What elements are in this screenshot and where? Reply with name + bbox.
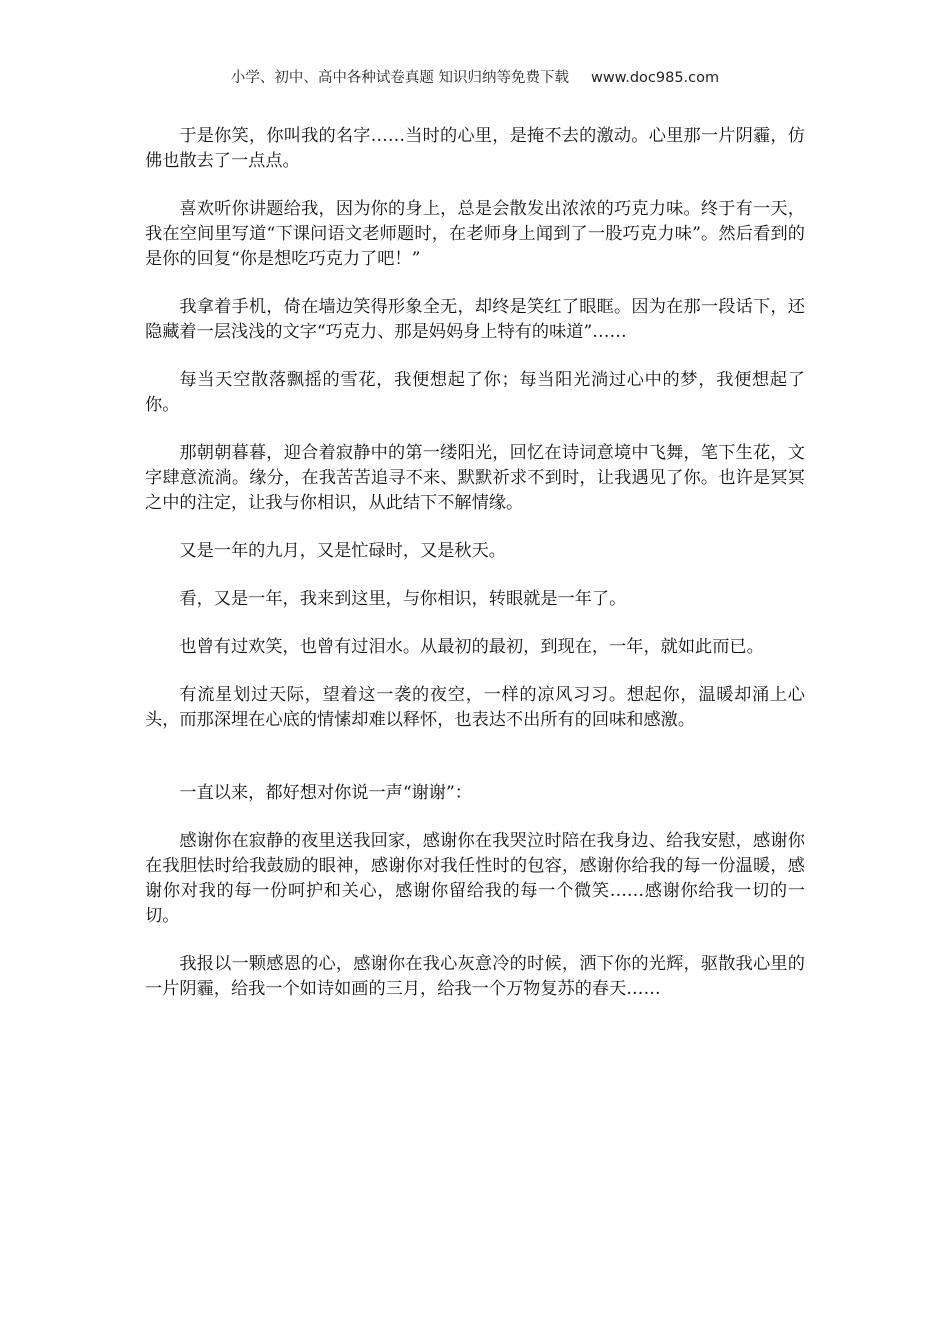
paragraph: 那朝朝暮暮，迎合着寂静中的第一缕阳光，回忆在诗词意境中飞舞，笔下生花，文字肆意流淌。缘分，在我苦苦追寻不来、默默祈求不到时，让我遇见了你。也许是冥冥之中的注定，让我与你相识，从此结下不解情缘。 xyxy=(145,443,805,513)
paragraph: 我报以一颗感恩的心，感谢你在我心灰意冷的时候，洒下你的光辉，驱散我心里的一片阴霾，给我一个如诗如画的三月，给我一个万物复苏的春天…… xyxy=(145,954,805,999)
header-site-link[interactable]: www.doc985.com xyxy=(590,70,720,86)
header-text: 小学、初中、高中各种试卷真题 知识归纳等免费下载 xyxy=(230,70,569,86)
paragraph: 每当天空散落飘摇的雪花，我便想起了你；每当阳光淌过心中的梦，我便想起了你。 xyxy=(145,370,805,415)
paragraph: 喜欢听你讲题给我，因为你的身上，总是会散发出浓浓的巧克力味。终于有一天，我在空间里写道“下课问语文老师题时，在老师身上闻到了一股巧克力味”。然后看到的是你的回复“你是想吃巧克力了吧！” xyxy=(145,199,805,269)
article-body xyxy=(145,124,805,1025)
paragraph: 一直以来，都好想对你说一声“谢谢”： xyxy=(179,783,472,803)
paragraph: 我拿着手机，倚在墙边笑得形象全无，却终是笑红了眼眶。因为在那一段话下，还隐藏着一层浅浅的文字“巧克力、那是妈妈身上特有的味道”…… xyxy=(145,297,805,342)
paragraph: 感谢你在寂静的夜里送我回家，感谢你在我哭泣时陪在我身边、给我安慰，感谢你在我胆怯时给我鼓励的眼神，感谢你对我任性时的包容，感谢你给我的每一份温暖，感谢你对我的每一份呵护和关心，感谢你留给我的每一个微笑……感谢你给我一切的一切。 xyxy=(145,831,805,926)
paragraph: 又是一年的九月，又是忙碌时，又是秋天。 xyxy=(179,541,506,561)
paragraph: 于是你笑，你叫我的名字……当时的心里，是掩不去的激动。心里那一片阴霾，仿佛也散去了一点点。 xyxy=(145,126,805,171)
paragraph: 也曾有过欢笑，也曾有过泪水。从最初的最初，到现在，一年，就如此而已。 xyxy=(179,637,764,657)
paragraph: 有流星划过天际，望着这一袭的夜空，一样的凉风习习。想起你，温暖却涌上心头，而那深埋在心底的情愫却难以释怀，也表达不出所有的回味和感激。 xyxy=(145,685,805,730)
paragraph: 看，又是一年，我来到这里，与你相识，转眼就是一年了。 xyxy=(179,589,627,609)
page-header xyxy=(0,66,950,87)
